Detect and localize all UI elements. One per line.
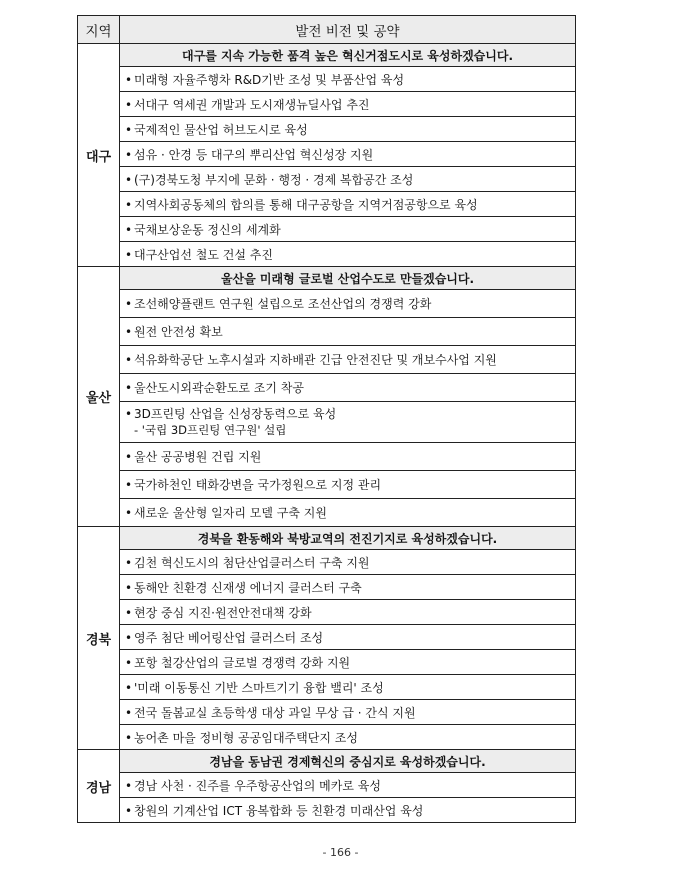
list-item: [120, 725, 576, 750]
item-text: 경남 사천 · 진주를 우주항공산업의 메카로 육성: [134, 778, 381, 793]
table-header-row: [78, 16, 576, 44]
list-item: [120, 167, 576, 192]
list-item: [120, 443, 576, 471]
item-text: 농어촌 마을 정비형 공공임대주택단지 조성: [134, 730, 358, 745]
bullet: •: [125, 353, 133, 367]
list-item: [120, 550, 576, 575]
list-item: [120, 242, 576, 267]
item-text: 지역사회공동체의 합의를 통해 대구공항을 지역거점공항으로 육성: [134, 197, 478, 212]
bullet: •: [125, 655, 133, 670]
list-item: [120, 346, 576, 374]
list-item: [120, 117, 576, 142]
vision-ulsan: 울산을 미래형 글로벌 산업수도로 만들겠습니다.: [120, 267, 576, 290]
item-text: (구)경북도청 부지에 문화 · 행정 · 경제 복합공간 조성: [134, 172, 414, 187]
item-text: 대구산업선 철도 건설 추진: [134, 247, 273, 262]
bullet: •: [125, 122, 133, 137]
item-text: 조선해양플랜트 연구원 설립으로 조선산업의 경쟁력 강화: [134, 297, 432, 311]
list-item: [120, 142, 576, 167]
list-item: [120, 650, 576, 675]
item-text: 국채보상운동 정신의 세계화: [134, 222, 281, 237]
vision-gyeongbuk: 경북을 환동해와 북방교역의 전진기지로 육성하겠습니다.: [120, 527, 576, 550]
bullet: •: [125, 730, 133, 745]
item-text: 포항 철강산업의 글로벌 경쟁력 강화 지원: [134, 655, 351, 670]
bullet: •: [125, 222, 133, 237]
item-text: '미래 이동통신 기반 스마트기기 융합 밸리' 조성: [134, 680, 384, 695]
bullet: •: [125, 580, 133, 595]
item-text: 3D프린팅 산업을 신성장동력으로 육성: [134, 407, 337, 421]
bullet: •: [125, 72, 133, 87]
bullet: •: [125, 147, 133, 162]
region-ulsan: 울산: [78, 267, 120, 527]
bullet: •: [125, 172, 133, 187]
item-text: 석유화학공단 노후시설과 지하배관 긴급 안전진단 및 개보수사업 지원: [134, 353, 497, 367]
vision-gyeongnam: 경남을 동남권 경제혁신의 중심지로 육성하겠습니다.: [120, 750, 576, 773]
item-text: 원전 안전성 확보: [134, 325, 223, 339]
region-gyeongbuk: 경북: [78, 527, 120, 750]
region-daegu: 대구: [78, 44, 120, 267]
list-item: [120, 675, 576, 700]
bullet: •: [125, 506, 133, 520]
list-item: [120, 290, 576, 318]
list-item: [120, 471, 576, 499]
list-item: [120, 798, 576, 823]
page-number: - 166 -: [322, 846, 359, 859]
item-text: 국가하천인 태화강변을 국가정원으로 지정 관리: [134, 478, 382, 492]
bullet: •: [125, 97, 133, 112]
item-text: 울산도시외곽순환도로 조기 착공: [134, 381, 304, 395]
item-text: 새로운 울산형 일자리 모델 구축 지원: [134, 506, 327, 520]
item-text: 미래형 자율주행차 R&D기반 조성 및 부품산업 육성: [134, 72, 405, 87]
bullet: •: [125, 680, 133, 695]
bullet: •: [125, 478, 133, 492]
list-item: [120, 600, 576, 625]
list-item: [120, 217, 576, 242]
bullet: •: [125, 247, 133, 262]
item-text: 현장 중심 지진·원전안전대책 강화: [134, 605, 312, 620]
item-text: 국제적인 물산업 허브도시로 육성: [134, 122, 308, 137]
list-item: [120, 92, 576, 117]
bullet: •: [125, 297, 133, 311]
pledge-table: [77, 15, 576, 823]
header-title: 발전 비전 및 공약: [120, 16, 576, 44]
bullet: •: [125, 197, 133, 212]
bullet: •: [125, 325, 133, 339]
list-item: [120, 67, 576, 92]
item-text: 서대구 역세권 개발과 도시재생뉴딜사업 추진: [134, 97, 370, 112]
list-item: [120, 700, 576, 725]
bullet: •: [125, 778, 133, 793]
bullet: •: [125, 555, 133, 570]
sub-item-text: - '국립 3D프린팅 연구원' 설립: [134, 423, 287, 437]
bullet: •: [125, 605, 133, 620]
bullet: •: [125, 381, 133, 395]
list-item: [120, 773, 576, 798]
list-item: [120, 402, 576, 443]
vision-daegu: 대구를 지속 가능한 품격 높은 혁신거점도시로 육성하겠습니다.: [120, 44, 576, 67]
list-item: [120, 192, 576, 217]
section-ulsan-vision-row: [78, 267, 576, 290]
list-item: [120, 318, 576, 346]
list-item: [120, 625, 576, 650]
section-gyeongbuk-vision-row: [78, 527, 576, 550]
region-gyeongnam: 경남: [78, 750, 120, 823]
bullet: •: [125, 803, 133, 818]
item-text: 동해안 친환경 신재생 에너지 클러스터 구축: [134, 580, 362, 595]
item-text: 김천 혁신도시의 첨단산업클러스터 구축 지원: [134, 555, 370, 570]
list-item: [120, 499, 576, 527]
item-text: 창원의 기계산업 ICT 융복합화 등 친환경 미래산업 육성: [134, 803, 424, 818]
item-text: 전국 돌봄교실 초등학생 대상 과일 무상 급 · 간식 지원: [134, 705, 416, 720]
section-gyeongnam-vision-row: [78, 750, 576, 773]
section-daegu-vision-row: [78, 44, 576, 67]
item-text: 영주 첨단 베어링산업 클러스터 조성: [134, 630, 324, 645]
item-text: 울산 공공병원 건립 지원: [134, 450, 262, 464]
bullet: •: [125, 450, 133, 464]
bullet: •: [125, 705, 133, 720]
bullet: •: [125, 407, 133, 421]
item-text: 섬유 · 안경 등 대구의 뿌리산업 혁신성장 지원: [134, 147, 374, 162]
header-region: 지역: [78, 16, 120, 44]
bullet: •: [125, 630, 133, 645]
list-item: [120, 575, 576, 600]
list-item: [120, 374, 576, 402]
